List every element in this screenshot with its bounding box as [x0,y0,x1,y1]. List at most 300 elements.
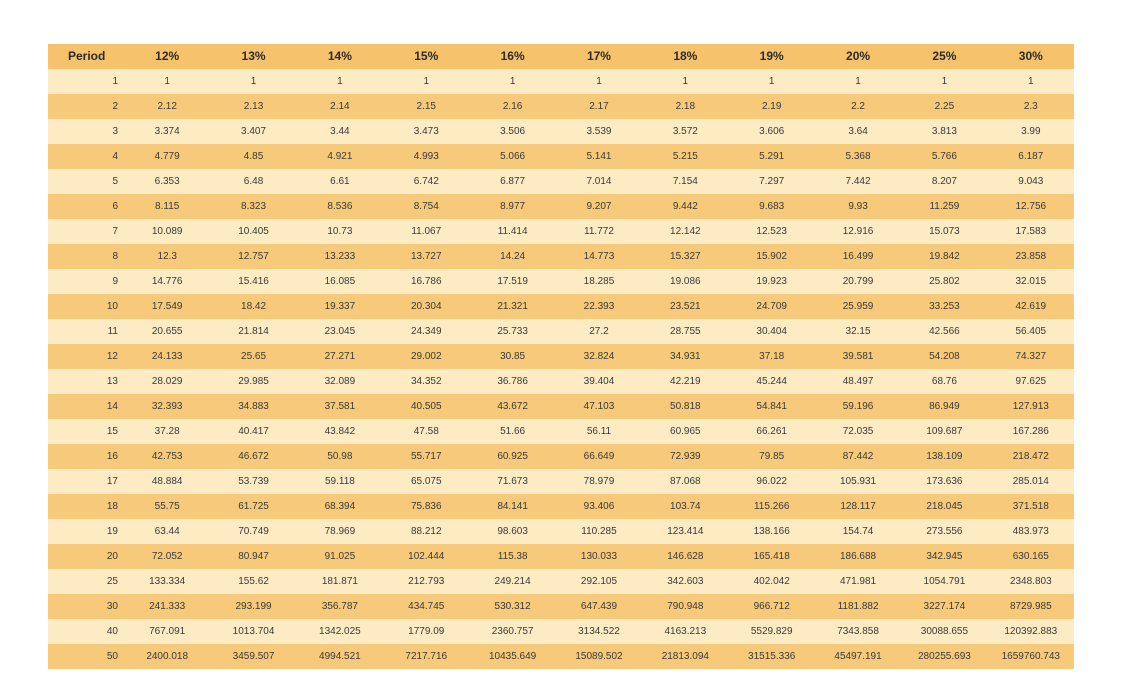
factor-cell: 34.883 [210,394,296,419]
table-row [48,544,1074,569]
factor-cell: 13.727 [383,244,469,269]
factor-cell: 48.884 [124,469,210,494]
period-value: 19 [106,526,118,537]
period-value: 15 [106,426,118,437]
factor-cell: 767.091 [124,619,210,644]
factor-cell: 9.043 [988,169,1074,194]
factor-cell: 88.212 [383,519,469,544]
factor-cell: 63.44 [124,519,210,544]
factor-cell: 23.521 [642,294,728,319]
factor-cell: 51.66 [469,419,555,444]
table-row [48,294,1074,319]
factor-cell: 3.473 [383,119,469,144]
factor-cell: 8729.985 [988,594,1074,619]
factor-cell: 59.196 [815,394,901,419]
factor-cell: 42.619 [988,294,1074,319]
factor-cell: 109.687 [901,419,987,444]
factor-cell: 96.022 [729,469,815,494]
factor-cell: 1 [210,69,296,94]
factor-cell: 12.756 [988,194,1074,219]
factor-cell: 43.672 [469,394,555,419]
factor-cell: 55.75 [124,494,210,519]
factor-cell: 21.321 [469,294,555,319]
factor-cell: 6.877 [469,169,555,194]
factor-cell: 24.133 [124,344,210,369]
factor-cell: 2.16 [469,94,555,119]
period-cell [48,244,124,269]
period-cell [48,219,124,244]
factor-cell: 103.74 [642,494,728,519]
factor-cell: 46.672 [210,444,296,469]
factor-cell: 6.187 [988,144,1074,169]
table-row [48,469,1074,494]
factor-cell: 20.655 [124,319,210,344]
factor-cell: 24.709 [729,294,815,319]
factor-cell: 4.85 [210,144,296,169]
factor-cell: 28.029 [124,369,210,394]
factor-cell: 2.19 [729,94,815,119]
factor-cell: 40.417 [210,419,296,444]
period-cell [48,569,124,594]
factor-cell: 273.556 [901,519,987,544]
factor-cell: 471.981 [815,569,901,594]
factor-cell: 8.115 [124,194,210,219]
factor-cell: 23.858 [988,244,1074,269]
period-value: 18 [106,501,118,512]
factor-cell: 47.58 [383,419,469,444]
factor-cell: 123.414 [642,519,728,544]
factor-cell: 402.042 [729,569,815,594]
factor-cell: 72.052 [124,544,210,569]
factor-cell: 2.12 [124,94,210,119]
period-value: 4 [112,151,118,162]
period-cell [48,444,124,469]
period-cell [48,419,124,444]
factor-cell: 5.291 [729,144,815,169]
factor-cell: 2360.757 [469,619,555,644]
factor-cell: 33.253 [901,294,987,319]
factor-cell: 20.304 [383,294,469,319]
table-row [48,569,1074,594]
factor-cell: 15.416 [210,269,296,294]
factor-cell: 25.802 [901,269,987,294]
factor-cell: 2.14 [297,94,383,119]
period-value: 16 [106,451,118,462]
factor-cell: 25.959 [815,294,901,319]
period-cell [48,469,124,494]
factor-cell: 45.244 [729,369,815,394]
factor-cell: 25.733 [469,319,555,344]
factor-cell: 16.085 [297,269,383,294]
factor-cell: 3.606 [729,119,815,144]
factor-cell: 285.014 [988,469,1074,494]
factor-cell: 4163.213 [642,619,728,644]
factor-cell: 68.76 [901,369,987,394]
factor-cell: 647.439 [556,594,642,619]
factor-cell: 342.603 [642,569,728,594]
factor-cell: 93.406 [556,494,642,519]
period-cell [48,144,124,169]
period-cell [48,194,124,219]
factor-cell: 1 [729,69,815,94]
factor-cell: 115.38 [469,544,555,569]
factor-cell: 3.506 [469,119,555,144]
factor-cell: 9.207 [556,194,642,219]
factor-cell: 45497.191 [815,644,901,669]
column-header-period: Period [48,44,124,69]
factor-cell: 21.814 [210,319,296,344]
factor-cell: 98.603 [469,519,555,544]
factor-cell: 30088.655 [901,619,987,644]
factor-cell: 84.141 [469,494,555,519]
factor-cell: 1779.09 [383,619,469,644]
table-body [48,69,1074,669]
factor-cell: 9.683 [729,194,815,219]
factor-cell: 8.207 [901,169,987,194]
period-cell [48,594,124,619]
factor-cell: 50.818 [642,394,728,419]
factor-cell: 19.842 [901,244,987,269]
factor-cell: 2.18 [642,94,728,119]
table-row [48,219,1074,244]
factor-cell: 15.902 [729,244,815,269]
factor-cell: 115.266 [729,494,815,519]
factor-cell: 127.913 [988,394,1074,419]
factor-cell: 102.444 [383,544,469,569]
factor-cell: 966.712 [729,594,815,619]
factor-cell: 483.973 [988,519,1074,544]
factor-cell: 5.215 [642,144,728,169]
factor-cell: 11.067 [383,219,469,244]
factor-cell: 1 [556,69,642,94]
table-row [48,644,1074,669]
factor-cell: 1 [469,69,555,94]
factor-cell: 87.068 [642,469,728,494]
factor-cell: 27.271 [297,344,383,369]
factor-cell: 20.799 [815,269,901,294]
factor-cell: 3.539 [556,119,642,144]
factor-cell: 8.323 [210,194,296,219]
period-cell [48,344,124,369]
factor-cell: 91.025 [297,544,383,569]
factor-cell: 218.472 [988,444,1074,469]
table-row [48,444,1074,469]
factor-cell: 7.014 [556,169,642,194]
factor-cell: 34.352 [383,369,469,394]
column-header-rate: 13% [210,44,296,69]
factor-cell: 10.089 [124,219,210,244]
factor-cell: 11.259 [901,194,987,219]
factor-cell: 78.979 [556,469,642,494]
factor-cell: 47.103 [556,394,642,419]
column-header-rate: 12% [124,44,210,69]
table-row [48,519,1074,544]
factor-cell: 110.285 [556,519,642,544]
factor-cell: 1 [297,69,383,94]
factor-cell: 3.44 [297,119,383,144]
factor-cell: 3.374 [124,119,210,144]
factor-cell: 7.154 [642,169,728,194]
period-value: 10 [106,301,118,312]
factor-cell: 12.757 [210,244,296,269]
table-row [48,344,1074,369]
table-row [48,419,1074,444]
factor-cell: 71.673 [469,469,555,494]
factor-cell: 15089.502 [556,644,642,669]
factor-cell: 7343.858 [815,619,901,644]
factor-cell: 1342.025 [297,619,383,644]
factor-cell: 165.418 [729,544,815,569]
factor-cell: 18.285 [556,269,642,294]
factor-cell: 19.923 [729,269,815,294]
factor-cell: 2.15 [383,94,469,119]
period-cell [48,119,124,144]
factor-cell: 1659760.743 [988,644,1074,669]
table-header-row [48,44,1074,69]
factor-cell: 13.233 [297,244,383,269]
annuity-factor-table-container [48,44,1074,669]
factor-cell: 155.62 [210,569,296,594]
factor-cell: 12.523 [729,219,815,244]
factor-cell: 8.977 [469,194,555,219]
factor-cell: 17.549 [124,294,210,319]
factor-cell: 434.745 [383,594,469,619]
factor-cell: 7.442 [815,169,901,194]
factor-cell: 37.28 [124,419,210,444]
factor-cell: 7.297 [729,169,815,194]
factor-cell: 65.075 [383,469,469,494]
factor-cell: 8.754 [383,194,469,219]
factor-cell: 75.836 [383,494,469,519]
factor-cell: 1181.882 [815,594,901,619]
period-cell [48,369,124,394]
column-header-rate: 18% [642,44,728,69]
factor-cell: 790.948 [642,594,728,619]
column-header-rate: 25% [901,44,987,69]
period-cell [48,319,124,344]
factor-cell: 2.25 [901,94,987,119]
table-row [48,319,1074,344]
factor-cell: 79.85 [729,444,815,469]
factor-cell: 5.066 [469,144,555,169]
column-header-rate: 17% [556,44,642,69]
factor-cell: 32.15 [815,319,901,344]
factor-cell: 280255.693 [901,644,987,669]
factor-cell: 54.208 [901,344,987,369]
factor-cell: 292.105 [556,569,642,594]
factor-cell: 212.793 [383,569,469,594]
table-row [48,144,1074,169]
factor-cell: 2.17 [556,94,642,119]
factor-cell: 1 [642,69,728,94]
factor-cell: 6.353 [124,169,210,194]
period-cell [48,94,124,119]
table-row [48,269,1074,294]
factor-cell: 1 [383,69,469,94]
factor-cell: 4.779 [124,144,210,169]
factor-cell: 97.625 [988,369,1074,394]
factor-cell: 1 [815,69,901,94]
factor-cell: 3.813 [901,119,987,144]
factor-cell: 4994.521 [297,644,383,669]
factor-cell: 17.583 [988,219,1074,244]
factor-cell: 17.519 [469,269,555,294]
factor-cell: 36.786 [469,369,555,394]
factor-cell: 29.002 [383,344,469,369]
factor-cell: 133.334 [124,569,210,594]
factor-cell: 16.499 [815,244,901,269]
period-cell [48,544,124,569]
factor-cell: 6.742 [383,169,469,194]
factor-cell: 12.3 [124,244,210,269]
factor-cell: 39.404 [556,369,642,394]
factor-cell: 120392.883 [988,619,1074,644]
factor-cell: 4.921 [297,144,383,169]
factor-cell: 25.65 [210,344,296,369]
factor-cell: 1054.791 [901,569,987,594]
factor-cell: 3.99 [988,119,1074,144]
factor-cell: 130.033 [556,544,642,569]
factor-cell: 181.871 [297,569,383,594]
table-row [48,119,1074,144]
factor-cell: 186.688 [815,544,901,569]
factor-cell: 87.442 [815,444,901,469]
period-value: 50 [106,651,118,662]
factor-cell: 11.772 [556,219,642,244]
factor-cell: 32.824 [556,344,642,369]
period-cell [48,69,124,94]
factor-cell: 3134.522 [556,619,642,644]
factor-cell: 39.581 [815,344,901,369]
factor-cell: 249.214 [469,569,555,594]
factor-cell: 1 [988,69,1074,94]
period-value: 17 [106,476,118,487]
table-row [48,94,1074,119]
factor-cell: 5529.829 [729,619,815,644]
factor-cell: 9.93 [815,194,901,219]
factor-cell: 5.766 [901,144,987,169]
factor-cell: 70.749 [210,519,296,544]
table-row [48,69,1074,94]
table-row [48,169,1074,194]
factor-cell: 30.404 [729,319,815,344]
factor-cell: 24.349 [383,319,469,344]
period-value: 13 [106,376,118,387]
factor-cell: 31515.336 [729,644,815,669]
factor-cell: 78.969 [297,519,383,544]
factor-cell: 15.073 [901,219,987,244]
period-value: 12 [106,351,118,362]
factor-cell: 15.327 [642,244,728,269]
factor-cell: 2.3 [988,94,1074,119]
column-header-rate: 14% [297,44,383,69]
factor-cell: 55.717 [383,444,469,469]
factor-cell: 18.42 [210,294,296,319]
factor-cell: 42.219 [642,369,728,394]
factor-cell: 5.368 [815,144,901,169]
factor-cell: 32.393 [124,394,210,419]
factor-cell: 10435.649 [469,644,555,669]
factor-cell: 29.985 [210,369,296,394]
period-cell [48,169,124,194]
factor-cell: 10.73 [297,219,383,244]
factor-cell: 2.13 [210,94,296,119]
factor-cell: 56.405 [988,319,1074,344]
period-value: 1 [112,76,118,87]
factor-cell: 34.931 [642,344,728,369]
period-cell [48,644,124,669]
factor-cell: 342.945 [901,544,987,569]
factor-cell: 14.776 [124,269,210,294]
period-value: 5 [112,176,118,187]
factor-cell: 12.916 [815,219,901,244]
factor-cell: 61.725 [210,494,296,519]
factor-cell: 3459.507 [210,644,296,669]
factor-cell: 7217.716 [383,644,469,669]
column-header-rate: 20% [815,44,901,69]
factor-cell: 32.015 [988,269,1074,294]
factor-cell: 630.165 [988,544,1074,569]
factor-cell: 1013.704 [210,619,296,644]
factor-cell: 66.261 [729,419,815,444]
factor-cell: 146.628 [642,544,728,569]
factor-cell: 74.327 [988,344,1074,369]
factor-cell: 2348.803 [988,569,1074,594]
factor-cell: 154.74 [815,519,901,544]
period-cell [48,269,124,294]
factor-cell: 8.536 [297,194,383,219]
factor-cell: 21813.094 [642,644,728,669]
factor-cell: 72.939 [642,444,728,469]
factor-cell: 10.405 [210,219,296,244]
factor-cell: 138.166 [729,519,815,544]
factor-cell: 40.505 [383,394,469,419]
factor-cell: 218.045 [901,494,987,519]
period-value: 3 [112,126,118,137]
factor-cell: 80.947 [210,544,296,569]
factor-cell: 356.787 [297,594,383,619]
period-value: 40 [106,626,118,637]
factor-cell: 32.089 [297,369,383,394]
table-row [48,619,1074,644]
period-cell [48,619,124,644]
factor-cell: 6.48 [210,169,296,194]
factor-cell: 2400.018 [124,644,210,669]
factor-cell: 50.98 [297,444,383,469]
period-value: 9 [112,276,118,287]
factor-cell: 530.312 [469,594,555,619]
period-value: 7 [112,226,118,237]
column-header-rate: 30% [988,44,1074,69]
factor-cell: 19.086 [642,269,728,294]
table-row [48,594,1074,619]
factor-cell: 37.18 [729,344,815,369]
factor-cell: 66.649 [556,444,642,469]
factor-cell: 42.753 [124,444,210,469]
period-value: 8 [112,251,118,262]
factor-cell: 48.497 [815,369,901,394]
factor-cell: 167.286 [988,419,1074,444]
column-header-rate: 16% [469,44,555,69]
factor-cell: 68.394 [297,494,383,519]
factor-cell: 14.24 [469,244,555,269]
period-cell [48,519,124,544]
factor-cell: 12.142 [642,219,728,244]
factor-cell: 60.965 [642,419,728,444]
factor-cell: 30.85 [469,344,555,369]
factor-cell: 11.414 [469,219,555,244]
table-row [48,194,1074,219]
